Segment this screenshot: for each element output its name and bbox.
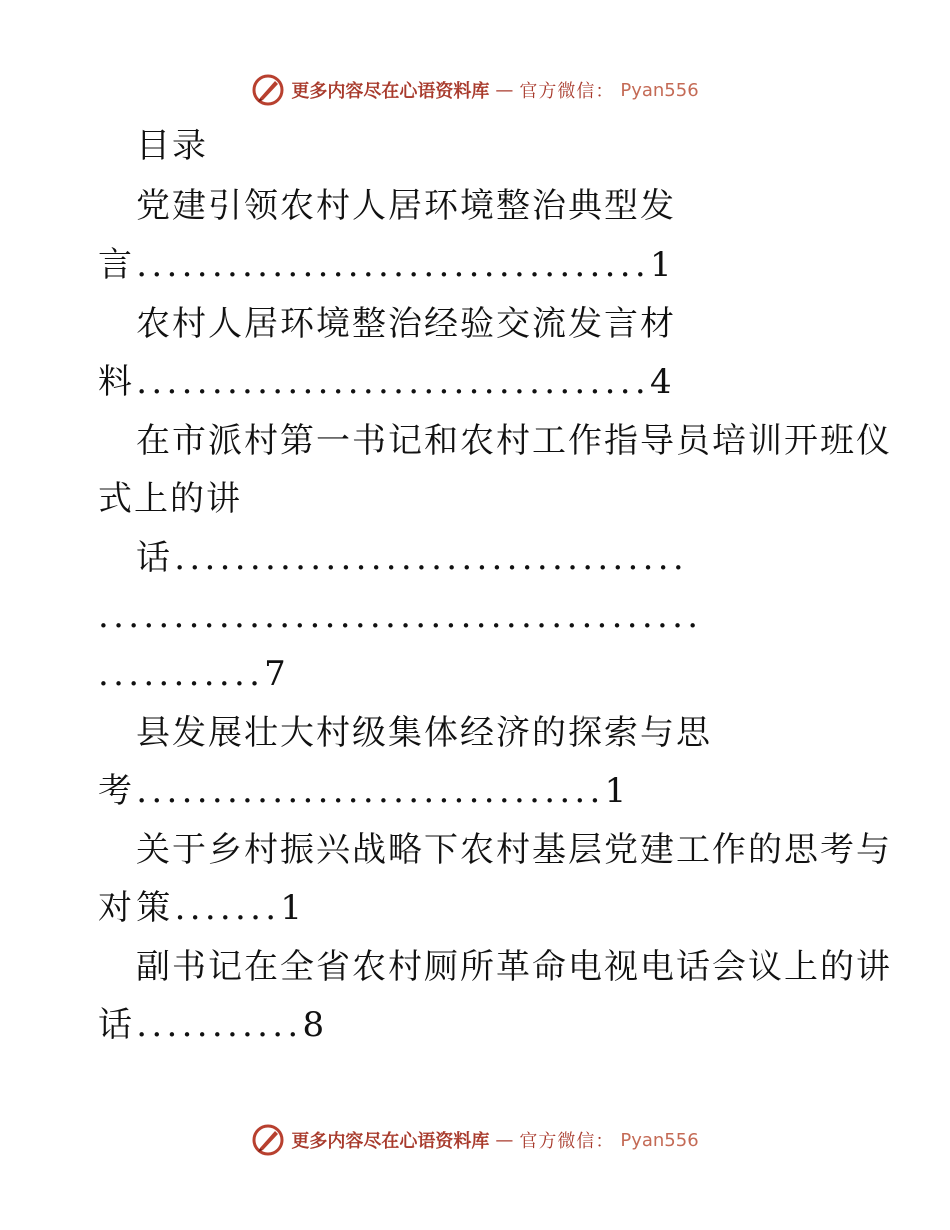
toc-entry-2-line-2: 料..................................4: [98, 362, 676, 402]
watermark-brand-text: 更多内容尽在心语资料库: [291, 1131, 490, 1152]
quill-logo-icon: [251, 73, 285, 107]
toc-entry-5-line-2: 对策.......1: [98, 888, 307, 928]
watermark-wechat-id: Pyan556: [620, 79, 699, 101]
toc-entry-3-line-2: 式上的讲: [98, 479, 242, 519]
watermark-wechat-label: 官方微信：: [519, 1131, 615, 1152]
toc-entry-6-line-1: 副书记在全省农村厕所革命电视电话会议上的讲: [136, 947, 892, 987]
watermark-separator: —: [495, 1129, 514, 1151]
quill-logo-icon: [251, 1123, 285, 1157]
toc-entry-3-line-4: ........................................: [98, 596, 703, 636]
toc-entry-4-line-2: 考...............................1: [98, 771, 631, 811]
footer-watermark: [0, 1120, 950, 1160]
watermark-separator: —: [495, 79, 514, 101]
toc-entry-4-line-1: 县发展壮大村级集体经济的探索与思: [136, 713, 712, 753]
toc-entry-3-line-3: 话..................................: [136, 538, 688, 578]
toc-entry-3-line-5: ...........7: [98, 654, 291, 694]
toc-entry-1-line-2: 言..................................1: [98, 245, 676, 285]
watermark-brand-text: 更多内容尽在心语资料库: [291, 81, 490, 102]
toc-entry-5-line-1: 关于乡村振兴战略下农村基层党建工作的思考与: [136, 830, 892, 870]
watermark-wechat-label: 官方微信：: [519, 81, 615, 102]
toc-title: 目录: [136, 126, 208, 166]
toc-entry-1-line-1: 党建引领农村人居环境整治典型发: [136, 186, 676, 226]
toc-entry-2-line-1: 农村人居环境整治经验交流发言材: [136, 304, 676, 344]
toc-entry-3-line-1: 在市派村第一书记和农村工作指导员培训开班仪: [136, 421, 892, 461]
header-watermark: [0, 70, 950, 110]
toc-entry-6-line-2: 话...........8: [98, 1005, 329, 1045]
watermark-wechat-id: Pyan556: [620, 1129, 699, 1151]
